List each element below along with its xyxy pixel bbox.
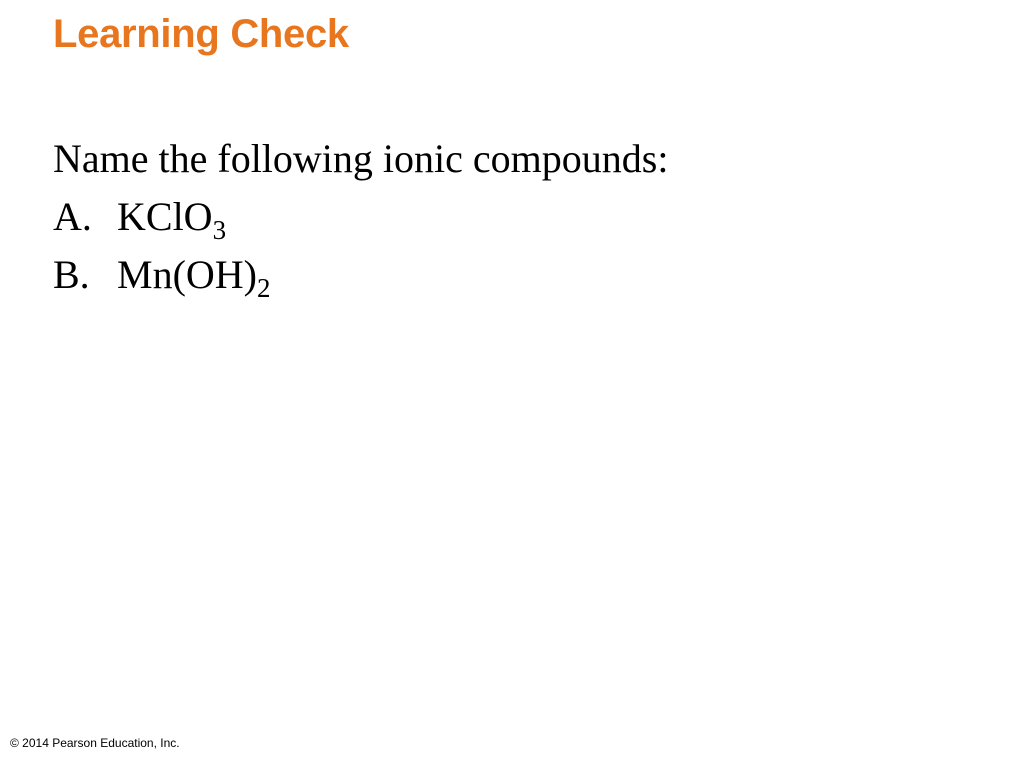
list-item-a (53, 192, 668, 250)
list-item-b (53, 250, 668, 308)
question-prompt: Name the following ionic compounds: (53, 136, 669, 181)
question-body (53, 134, 668, 308)
formula-text: Mn(OH) (117, 252, 257, 297)
slide-title: Learning Check (53, 12, 349, 56)
formula-subscript: 3 (212, 215, 227, 245)
item-marker: B. (53, 252, 90, 297)
formula-text: KClO (117, 194, 213, 239)
item-marker: A. (53, 194, 92, 239)
formula-subscript: 2 (256, 273, 271, 303)
copyright-notice: © 2014 Pearson Education, Inc. (10, 736, 180, 750)
chemical-formula (117, 194, 227, 245)
chemical-formula (117, 252, 271, 303)
